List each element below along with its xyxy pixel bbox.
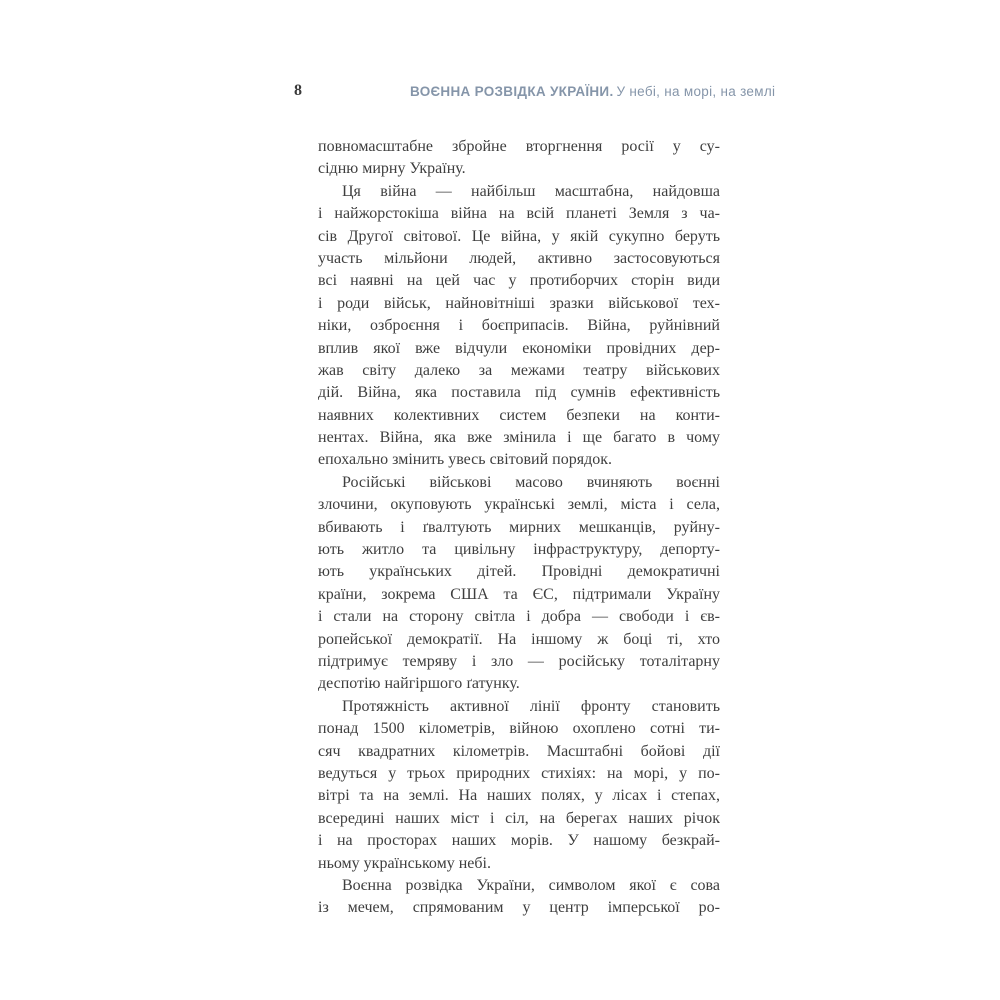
text-line: сяч квадратних кілометрів. Масштабні бойові дії (318, 742, 720, 760)
text-line: понад 1500 кілометрів, війною охоплено сотні ти- (318, 720, 720, 738)
text-line: Протяжність активної лінії фронту становить (342, 697, 720, 715)
text-line: деспотію найгіршого ґатунку. (318, 675, 520, 693)
text-line: злочини, окуповують українські землі, міста і села, (318, 496, 720, 514)
text-line: вплив якої вже відчули економіки провідних дер- (318, 339, 720, 357)
text-line: епохально змінить увесь світовий порядок. (318, 451, 612, 469)
text-line: жав світу далеко за межами театру військових (318, 361, 720, 379)
text-line: участь мільйони людей, активно застосовуються (318, 249, 720, 267)
paragraph (318, 181, 720, 472)
text-line: ньому українському небі. (318, 854, 491, 872)
text-line: сідню мирну Україну. (318, 160, 466, 178)
text-line: і стали на сторону світла і добра — свободи і єв- (318, 608, 720, 626)
text-line: наявних колективних систем безпеки на конти- (318, 406, 720, 424)
text-line: і роди військ, найновітніші зразки військової тех- (318, 294, 720, 312)
text-line: ють українських дітей. Провідні демократичні (318, 563, 720, 581)
running-header (410, 84, 775, 99)
text-line: Воєнна розвідка України, символом якої є сова (342, 876, 720, 894)
text-line: ропейської демократії. На іншому ж боці ті, хто (318, 630, 720, 648)
text-line: вбивають і ґвалтують мирних мешканців, руйну- (318, 518, 720, 536)
paragraph (318, 696, 720, 875)
text-line: нентах. Війна, яка вже змінила і ще багато в чому (318, 429, 720, 447)
text-line: всередині наших міст і сіл, на берегах наших річок (318, 809, 720, 827)
text-line: підтримує темряву і зло — російську тоталітарну (318, 652, 720, 670)
page-number: 8 (294, 82, 302, 99)
paragraph (318, 875, 720, 920)
body-text-block (318, 136, 720, 920)
text-line: ніки, озброєння і боєприпасів. Війна, руйнівний (318, 317, 720, 335)
text-line: Російські військові масово вчиняють воєнні (342, 473, 720, 491)
header-book-title: ВОЄННА РОЗВІДКА УКРАЇНИ. (410, 84, 614, 99)
text-line: країни, зокрема США та ЄС, підтримали Україну (318, 585, 720, 603)
text-line: із мечем, спрямованим у центр імперської ро- (318, 899, 720, 917)
text-line: Ця війна — найбільш масштабна, найдовша (342, 182, 720, 200)
text-line: і найжорстокіша війна на всій планеті Земля з ча- (318, 205, 720, 223)
text-line: всі наявні на цей час у протиборчих сторін види (318, 272, 720, 290)
paragraph (318, 136, 720, 181)
text-line: ють житло та цивільну інфраструктуру, депорту- (318, 541, 720, 559)
text-line: сів Другої світової. Це війна, у якій сукупно беруть (318, 227, 720, 245)
text-line: вітрі та на землі. На наших полях, у лісах і степах, (318, 787, 720, 805)
text-line: ведуться у трьох природних стихіях: на морі, у по- (318, 764, 720, 782)
text-line: і на просторах наших морів. У нашому безкрай- (318, 832, 720, 850)
header-chapter-subtitle: У небі, на морі, на землі (616, 84, 776, 99)
text-line: дій. Війна, яка поставила під сумнів ефективність (318, 384, 720, 402)
paragraph (318, 472, 720, 696)
text-line: повномасштабне збройне вторгнення росії у су- (318, 138, 720, 155)
